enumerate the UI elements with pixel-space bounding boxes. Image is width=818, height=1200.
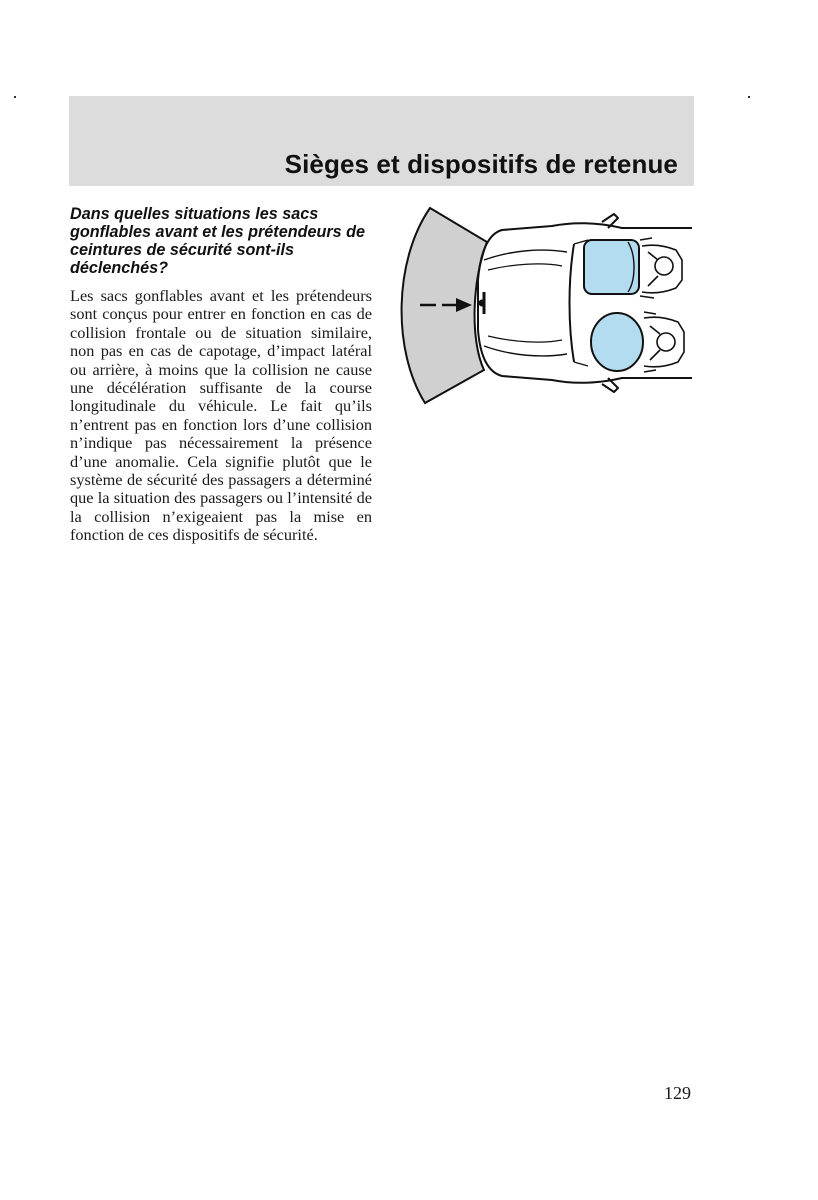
section-title: Sièges et dispositifs de retenue xyxy=(284,149,678,179)
passenger-occupant-icon xyxy=(644,312,684,372)
crop-mark-left xyxy=(14,96,16,98)
section-subheading: Dans quelles situations les sacs gonflables avant et les prétendeurs de ceintures de sécurité sont-ils déclenchés? xyxy=(70,205,366,277)
car-top-view-icon xyxy=(478,214,692,392)
passenger-airbag xyxy=(591,313,643,371)
section-header-band xyxy=(69,96,694,186)
section-body-text: Les sacs gonflables avant et les prétendeurs sont conçus pour entrer en fonction en cas de collision frontale ou de situation similaire, non pas en cas de capotage, d’impact latéral ou arrière, à moins que la collision ne cause une décélération suffisante de la course longitudinale du véhicule. Le fait qu’ils n’entrent pas en fonction lors d’une collision n’indique pas nécessairement la présence d’une anomalie. Cela signifie plutôt que le système de sécurité des passagers a déterminé que la situation des passagers ou l’intensité de la collision n’exigeaient pas la mise en fonction de ces dispositifs de sécurité. xyxy=(70,286,372,545)
page-number: 129 xyxy=(664,1083,691,1103)
driver-occupant-icon xyxy=(640,238,682,298)
crop-mark-right xyxy=(748,96,750,98)
frontal-collision-illustration xyxy=(392,200,692,410)
